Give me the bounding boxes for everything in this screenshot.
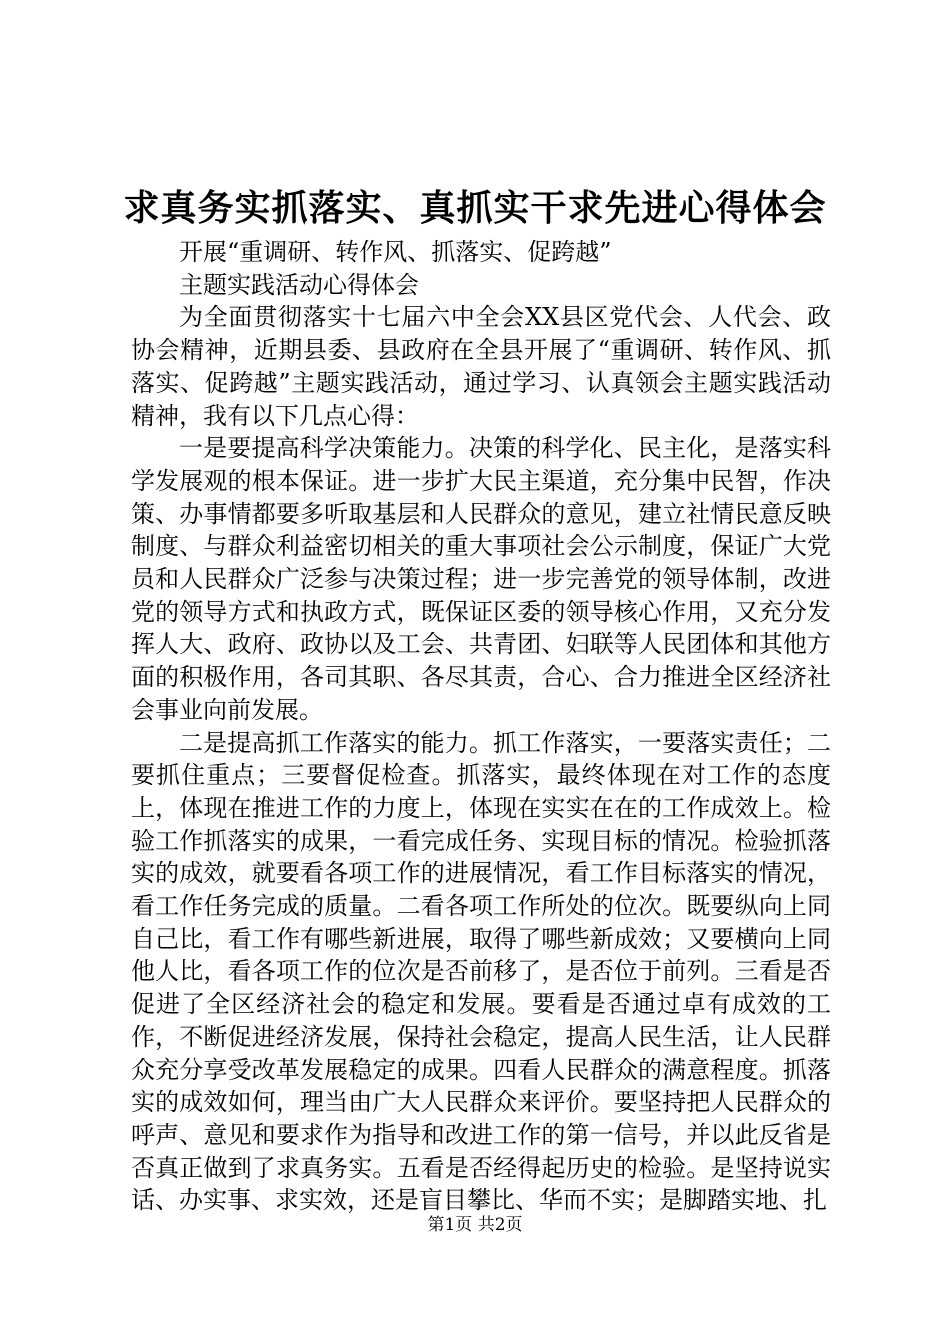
document-title: 求真务实抓落实、真抓实干求先进心得体会 bbox=[123, 187, 827, 229]
subtitle-line-2: 主题实践活动心得体会 bbox=[179, 270, 419, 299]
paragraph-intro: 为全面贯彻落实十七届六中全会XX县区党代会、人代会、政协会精神，近期县委、县政府在全县开展了“重调研、转作风、抓落实、促跨越”主题实践活动，通过学习、认真领会主题实践活动精神，我有以下几点心得： bbox=[131, 303, 831, 430]
paragraph-point-two: 二是提高抓工作落实的能力。抓工作落实，一要落实责任；二要抓住重点；三要督促检查。抓落实，最终体现在对工作的态度上，体现在推进工作的力度上，体现在实实在在的工作成效上。检验工作抓落实的成果，一看完成任务、实现目标的情况。检验抓落实的成效，就要看各项工作的进展情况，看工作目标落实的情况，看工作任务完成的质量。二看各项工作所处的位次。既要纵向上同自己比，看工作有哪些新进展，取得了哪些新成效；又要横向上同他人比，看各项工作的位次是否前移了，是否位于前列。三看是否促进了全区经济社会的稳定和发展。要看是否通过卓有成效的工作，不断促进经济发展，保持社会稳定，提高人民生活，让人民群众充分享受改革发展稳定的成果。四看人民群众的满意程度。抓落实的成效如何，理当由广大人民群众来评价。要坚持把人民群众的呼声、意见和要求作为指导和改进工作的第一信号，并以此反省是否真正做到了求真务实。五看是否经得起历史的检验。是坚持说实话、办实事、求实效，还是盲目攀比、华而不实；是脚踏实地、扎 bbox=[131, 728, 831, 1215]
page-number-footer: 第1页 共2页 bbox=[427, 1215, 523, 1235]
paragraph-point-one: 一是要提高科学决策能力。决策的科学化、民主化，是落实科学发展观的根本保证。进一步扩大民主渠道，充分集中民智，作决策、办事情都要多听取基层和人民群众的意见，建立社情民意反映制度、与群众利益密切相关的重大事项社会公示制度，保证广大党员和人民群众广泛参与决策过程；进一步完善党的领导体制，改进党的领导方式和执政方式，既保证区委的领导核心作用，又充分发挥人大、政府、政协以及工会、共青团、妇联等人民团体和其他方面的积极作用，各司其职、各尽其责，合心、合力推进全区经济社会事业向前发展。 bbox=[131, 434, 831, 724]
document-body bbox=[131, 236, 831, 1217]
subtitle-line-1: 开展“重调研、转作风、抓落实、促跨越” bbox=[179, 238, 612, 266]
